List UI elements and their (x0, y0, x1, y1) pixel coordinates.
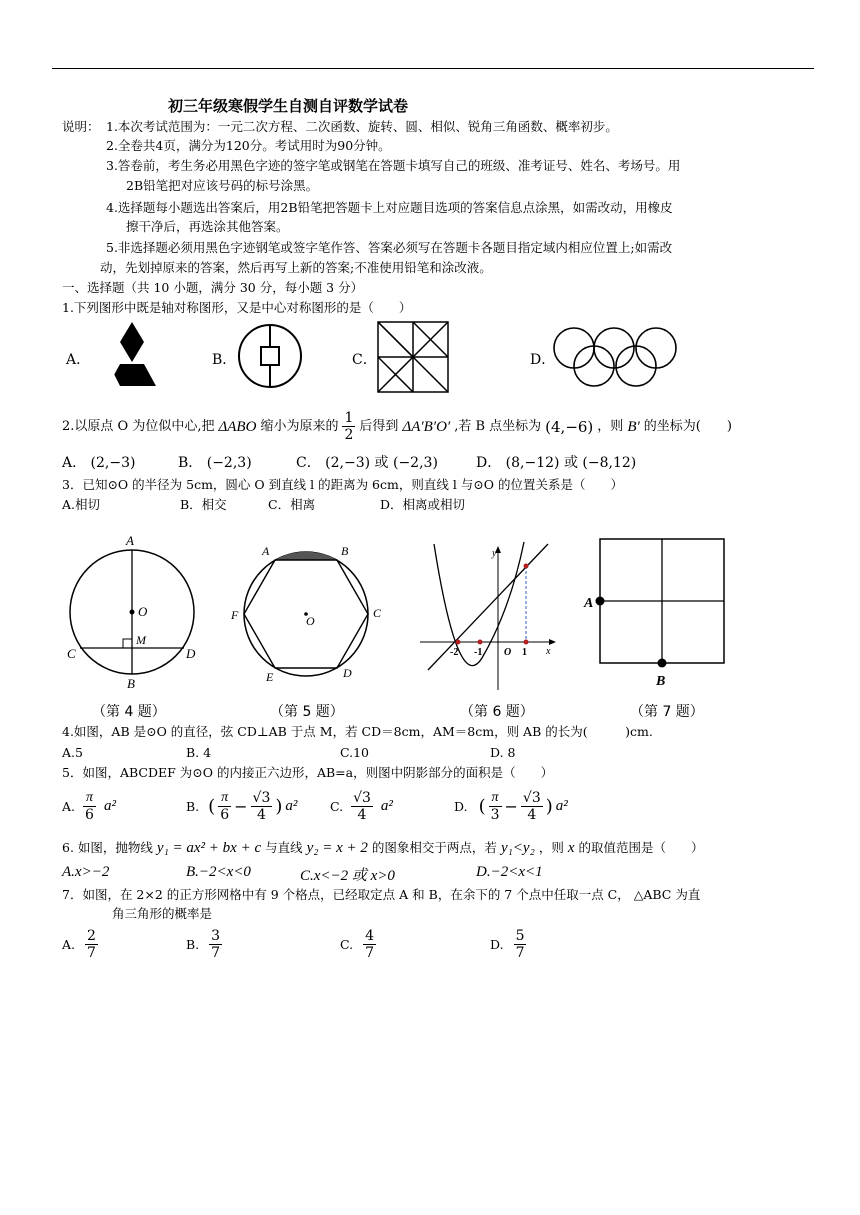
q6-variable: x (567, 840, 575, 856)
page-title: 初三年级寒假学生自测自评数学试卷 (168, 97, 409, 115)
caption-fig5: （第 5 题） (270, 704, 344, 720)
q5-option-a-label: A. (62, 798, 76, 814)
q2-stem-b: 缩小为原来的 (260, 418, 339, 434)
section-heading: 一、选择题（共 10 小题，满分 30 分，每小题 3 分） (62, 280, 364, 295)
q5-option-a (62, 790, 116, 823)
fig6-label-neg1: -1 (474, 647, 483, 658)
q1-stem: 1.下列图形中既是轴对称图形，又是中心对称图形的是（ ） (62, 300, 412, 315)
q2-triangle-original: ΔABO (218, 418, 257, 435)
instruction-2: 2.全卷共4页，满分为120分。考试用时为90分钟。 (106, 138, 391, 153)
q7-a-fraction (85, 928, 98, 961)
fig4-label-m: M (136, 633, 146, 647)
caption-fig6: （第 6 题） (460, 704, 534, 720)
q1-option-b-figure (234, 320, 306, 392)
instruction-3-cont: 2B铅笔把对应该号码的标号涂黑。 (126, 178, 319, 193)
q7-option-a (62, 928, 98, 961)
q2-stem-c: 后得到 (359, 418, 399, 434)
q7-b-num: 3 (211, 928, 221, 944)
q7-d-fraction (514, 928, 527, 961)
instruction-5-cont: 动，先划掉原来的答案，然后再写上新的答案;不准使用铅笔和涂改液。 (100, 260, 492, 275)
q6-line-eq: y₂ = x + 2 (306, 840, 368, 856)
fig4-label-d: D (186, 646, 196, 661)
q1-option-a-figure (96, 320, 168, 392)
fig5-label-d: D (343, 666, 352, 680)
q2-stem-d: ,若 B 点坐标为 (454, 418, 542, 434)
fig7-label-b: B (656, 674, 666, 689)
q2-stem-e: ，则 (597, 418, 624, 434)
q5-b-den1: 6 (220, 807, 230, 823)
instruction-4-cont: 擦干净后，再选涂其他答案。 (126, 219, 289, 234)
q1-option-a-label: A． (66, 352, 91, 368)
fig5-label-o: O (306, 614, 315, 628)
q2-scale-fraction (342, 410, 355, 443)
q7-a-num: 2 (87, 928, 96, 944)
instruction-5: 5.非选择题必须用黑色字迹钢笔或签字笔作答、答案必须写在答题卡各题目指定域内相应位置上;如需改 (106, 240, 673, 255)
q2-point: B′ (627, 418, 640, 435)
q4-option-d: D. 8 (490, 745, 516, 760)
q6-inequality: y₁<y₂ (500, 840, 535, 856)
q6-stem (62, 840, 704, 856)
fig4-label-a: A (126, 533, 134, 548)
q5-b-num2: √3 (252, 790, 271, 806)
q7-option-c-label: C. (340, 936, 354, 952)
q5-stem: 5．如图，ABCDEF 为⊙O 的内接正六边形，AB=a，则图中阴影部分的面积是（ ） (62, 765, 554, 780)
fig5-label-c: C (373, 606, 382, 620)
q2-option-d: D． (8,−12) 或 (−8,12) (476, 455, 637, 471)
q6-option-c: C.x<−2 或 x>0 (300, 868, 395, 884)
q7-stem-cont: 角三角形的概率是 (112, 906, 213, 921)
q5-a-a2: a² (103, 798, 116, 814)
q2-stem-a: 2.以原点 O 为位似中心,把 (62, 418, 215, 434)
q2-fraction-denominator: 2 (344, 427, 354, 443)
instruction-1: 1.本次考试范围为：一元二次方程、二次函数、旋转、圆、相似、锐角三角函数、概率初步。 (106, 119, 618, 134)
q3-stem: 3．已知⊙O 的半径为 5cm，圆心 O 到直线 l 的距离为 6cm，则直线 l 与⊙O 的位置关系是（ ） (62, 477, 623, 492)
q6-stem-c: 的图象相交于两点，若 (371, 840, 497, 855)
fig6-label-x: x (546, 646, 551, 657)
fig5-label-a: A (262, 544, 270, 558)
figure-7 (582, 535, 734, 695)
q5-b-frac1 (218, 790, 231, 823)
q5-d-num2: √3 (522, 790, 541, 806)
fig4-label-o: O (138, 604, 148, 619)
q5-a-fraction (83, 790, 96, 823)
q3-option-c: C．相离 (268, 497, 316, 512)
figure-5 (228, 535, 388, 695)
q6-option-a: A.x>−2 (62, 864, 110, 880)
q5-b-den2: 4 (256, 807, 266, 823)
q5-option-b: B. ( $\frac{\pi}{6}$ − $\frac{√3}{4}$ ) a² (186, 790, 298, 823)
q5-b-a2: a² (285, 798, 298, 814)
fig5-label-f: F (231, 608, 239, 622)
figure-4 (62, 530, 212, 700)
q2-stem (62, 410, 732, 443)
q7-stem: 7．如图，在 2×2 的正方形网格中有 9 个格点，已经取定点 A 和 B，在余下的 7 个点中任取一点 C， △ABC 为直 (62, 887, 701, 902)
q5-a-num: π (83, 790, 96, 807)
q5-option-d: D. ( $\frac{\pi}{3}$ − $\frac{√3}{4}$ ) a² (454, 790, 568, 823)
q7-d-den: 7 (515, 945, 525, 961)
q1-option-d-figure (552, 324, 682, 390)
q7-option-d (490, 928, 526, 961)
fig6-label-neg2: -2 (450, 647, 459, 658)
instruction-3: 3.答卷前，考生务必用黑色字迹的签字笔或钢笔在答题卡填写自己的班级、准考证号、姓名、考场号。用 (106, 158, 681, 173)
q5-option-c (330, 790, 393, 823)
q1-option-d-label: D． (530, 352, 556, 368)
q1-option-b-label: B． (212, 352, 237, 368)
q7-c-den: 7 (365, 945, 375, 961)
q5-option-d-label: D. (454, 798, 468, 814)
q2-option-a: A． (2,−3) (62, 455, 136, 471)
figure-6 (420, 540, 560, 690)
q5-d-frac1 (489, 790, 502, 823)
fig5-label-e: E (266, 670, 274, 684)
q5-c-a2: a² (380, 798, 393, 814)
fig4-label-b: B (127, 676, 135, 691)
q5-c-num: √3 (353, 790, 371, 806)
q7-b-fraction (209, 928, 222, 961)
q5-d-num1: π (489, 790, 502, 807)
fig4-label-c: C (67, 646, 76, 661)
q5-d-frac2 (521, 790, 543, 823)
instruction-4: 4.选择题每小题选出答案后，用2B铅笔把答题卡上对应题目选项的答案信息点涂黑，如需改动，用橡皮 (106, 200, 673, 215)
q6-stem-b: 与直线 (265, 840, 303, 855)
caption-fig4: （第 4 题） (92, 704, 166, 720)
q7-d-num: 5 (515, 928, 525, 944)
q7-option-d-label: D. (490, 936, 504, 952)
q2-coordinate: (4,−6) (545, 417, 594, 436)
instructions-lead: 说明： (62, 119, 100, 134)
q7-option-b-label: B. (186, 936, 200, 952)
q1-option-c-label: C． (352, 352, 377, 368)
top-rule (52, 68, 814, 69)
q5-d-den2: 4 (527, 807, 537, 823)
q7-a-den: 7 (87, 945, 96, 961)
q5-option-c-label: C. (330, 798, 344, 814)
q1-option-c-figure (376, 320, 450, 394)
q6-option-d: D.−2<x<1 (476, 864, 543, 880)
q6-stem-a: 6. 如图，抛物线 (62, 840, 153, 855)
q5-a-den: 6 (85, 807, 94, 823)
q4-option-b: B. 4 (186, 745, 212, 760)
fig6-label-o: O (504, 647, 512, 658)
q5-c-den: 4 (357, 807, 367, 823)
q7-c-fraction (363, 928, 376, 961)
q3-option-d: D．相离或相切 (380, 497, 466, 512)
caption-fig7: （第 7 题） (630, 704, 704, 720)
q7-c-num: 4 (365, 928, 375, 944)
fig5-label-b: B (341, 544, 349, 558)
q6-option-b: B.−2<x<0 (186, 864, 251, 880)
q2-option-b: B． (−2,3) (178, 455, 252, 471)
q2-option-c: C． (2,−3) 或 (−2,3) (296, 455, 438, 471)
q6-stem-e: 的取值范围是（ ） (578, 840, 704, 855)
q3-option-a: A.相切 (62, 497, 101, 512)
fig7-label-a: A (584, 596, 594, 611)
q7-option-c (340, 928, 376, 961)
q5-option-b-label: B. (186, 798, 200, 814)
q2-triangle-image: ΔA′B′O′ (402, 418, 451, 435)
q6-stem-d: ，则 (538, 840, 564, 855)
q5-c-fraction (351, 790, 373, 823)
q7-b-den: 7 (211, 945, 221, 961)
q5-b-frac2 (251, 790, 273, 823)
q2-fraction-numerator: 1 (344, 410, 354, 426)
q6-parabola-eq: y₁ = ax² + bx + c (156, 840, 262, 856)
q5-b-num1: π (218, 790, 231, 807)
q5-d-den1: 3 (490, 807, 500, 823)
q4-stem: 4.如图，AB 是⊙O 的直径，弦 CD⊥AB 于点 M，若 CD＝8cm，AM＝8cm，则 AB 的长为( )cm. (62, 724, 653, 739)
q7-option-b (186, 928, 222, 961)
fig6-label-1: 1 (522, 647, 527, 658)
q5-d-a2: a² (555, 798, 568, 814)
q4-option-a: A.5 (62, 745, 83, 760)
q4-option-c: C.10 (340, 745, 369, 760)
q3-option-b: B．相交 (180, 497, 227, 512)
q2-stem-f: 的坐标为( ) (643, 418, 732, 434)
q7-option-a-label: A. (62, 936, 76, 952)
fig6-label-y: y (492, 548, 497, 559)
